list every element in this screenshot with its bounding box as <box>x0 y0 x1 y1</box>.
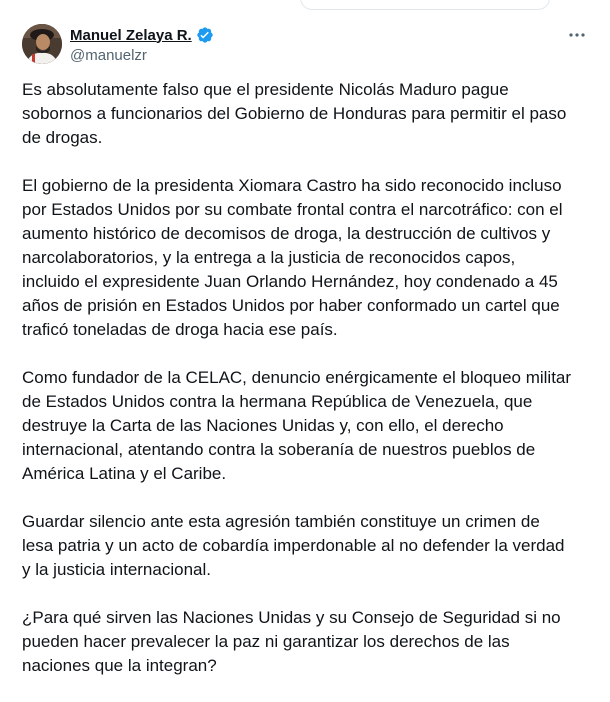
display-name-row <box>70 25 214 45</box>
previous-card-edge <box>300 0 550 10</box>
author-names <box>70 25 214 64</box>
post-paragraph: ¿Para qué sirven las Naciones Unidas y su Consejo de Seguridad si no pueden hacer prevalecer la paz ni garantizar los derechos de las naciones que la integran? <box>22 608 561 675</box>
post-paragraph: Como fundador de la CELAC, denuncio enérgicamente el bloqueo militar de Estados Unidos contra la hermana República de Venezuela, que destruye la Carta de las Naciones Unidas y, con ello, el derecho internacional, atentando contra la soberanía de nuestros pueblos de América Latina y el Caribe. <box>22 368 572 483</box>
avatar[interactable] <box>22 24 62 64</box>
post-paragraph: Es absolutamente falso que el presidente Nicolás Maduro pague sobornos a funcionarios del Gobierno de Honduras para permitir el paso de drogas. <box>22 80 567 147</box>
post-header <box>22 22 592 70</box>
verified-badge-icon <box>196 26 214 44</box>
post-paragraph: Guardar silencio ante esta agresión también constituye un crimen de lesa patria y un acto de cobardía imperdonable al no defender la verdad y la justicia internacional. <box>22 512 565 579</box>
post-text <box>22 78 592 702</box>
handle[interactable]: @manuelzr <box>70 47 147 64</box>
post-paragraph: El gobierno de la presidenta Xiomara Castro ha sido reconocido incluso por Estados Unidos por su combate frontal contra el narcotráfico: con el aumento histórico de decomisos de droga, la destrucción de cultivos y narcolaboratorios, y la entrega a la justicia de reconocidos capos, incluido el expresidente Juan Orlando Hernández, hoy condenado a 45 años de prisión en Estados Unidos por haber conformado un cartel que traficó toneladas de droga hacia ese país. <box>22 176 563 339</box>
more-options-icon[interactable] <box>562 22 592 48</box>
display-name[interactable]: Manuel Zelaya R. <box>70 26 192 44</box>
